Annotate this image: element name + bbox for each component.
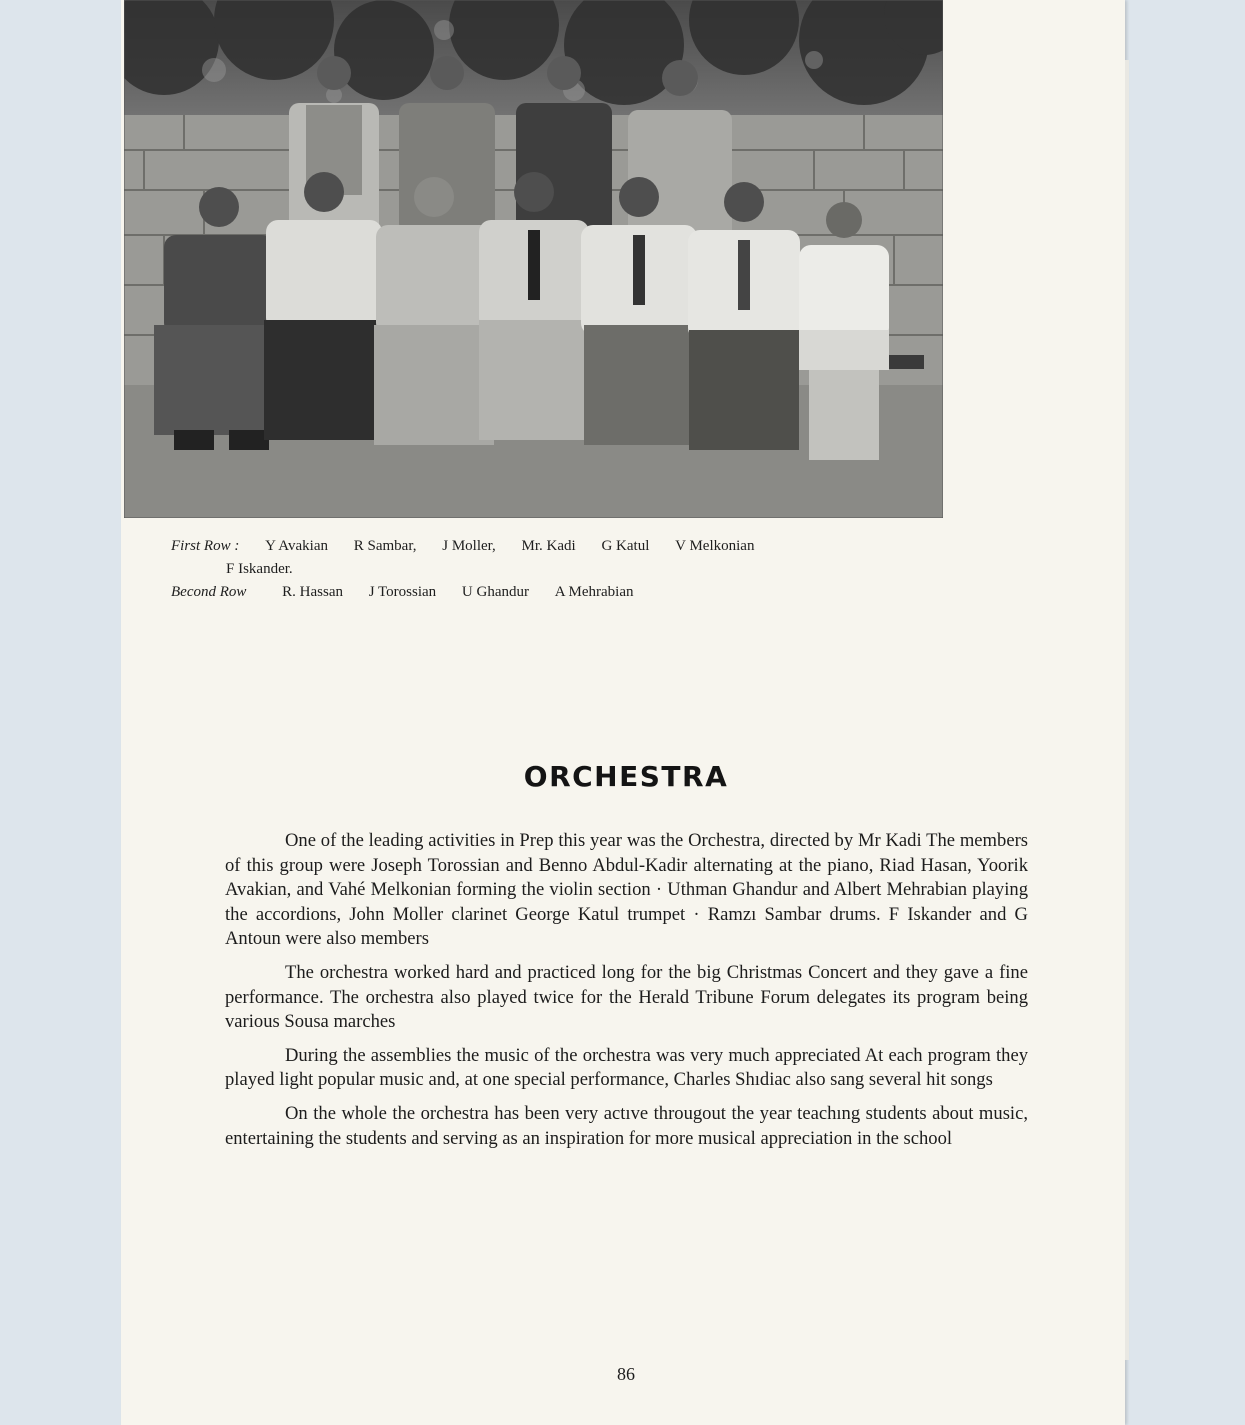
- photo-caption: [171, 535, 911, 604]
- page-number: 86: [617, 1364, 635, 1384]
- caption-name: G Katul: [601, 538, 650, 554]
- second-row-line: [171, 581, 911, 604]
- first-row-label: First Row :: [171, 538, 240, 554]
- caption-name: Y Avakian: [265, 538, 328, 554]
- caption-name: Mr. Kadi: [521, 538, 576, 554]
- second-row-label: Becond Row: [171, 584, 247, 600]
- section-title: ORCHESTRA: [523, 760, 729, 793]
- page-edge: [1125, 60, 1129, 1360]
- orchestra-group-photo: [124, 0, 943, 518]
- first-row-continuation: F Iskander.: [226, 561, 293, 577]
- article-body: [225, 829, 1028, 1160]
- caption-name: J Torossian: [368, 584, 437, 600]
- caption-name: A Mehrabian: [554, 584, 634, 600]
- paragraph: During the assemblies the music of the orchestra was very much appreciated At each program they played light popular music and, at one special performance, Charles Shıdiac also sang several hit songs: [225, 1044, 1028, 1091]
- paragraph: The orchestra worked hard and practiced long for the big Christmas Concert and they gave a fine performance. The orchestra also played twice for the Herald Tribune Forum delegates its program being various Sousa marches: [225, 961, 1028, 1033]
- caption-name: J Moller,: [442, 538, 496, 554]
- caption-name: R. Hassan: [282, 584, 343, 600]
- caption-name: V Melkonian: [675, 538, 755, 554]
- caption-name: R Sambar,: [353, 538, 417, 554]
- paragraph: One of the leading activities in Prep this year was the Orchestra, directed by Mr Kadi The members of this group were Joseph Torossian and Benno Abdul-Kadir alternating at the piano, Riad Hasan, Yoorik Avakian, and Vahé Melkonian forming the violin section · Uthman Ghandur and Albert Mehrabian playing the accordions, John Moller clarinet George Katul trumpet · Ramzı Sambar drums. F Iskander and G Antoun were also members: [225, 830, 1028, 950]
- first-row-line: [171, 535, 911, 558]
- paragraph: On the whole the orchestra has been very actıve througout the year teachıng students about music, entertaining the students and serving as an inspiration for more musical appreciation in the school: [225, 1102, 1028, 1149]
- caption-name: U Ghandur: [461, 584, 529, 600]
